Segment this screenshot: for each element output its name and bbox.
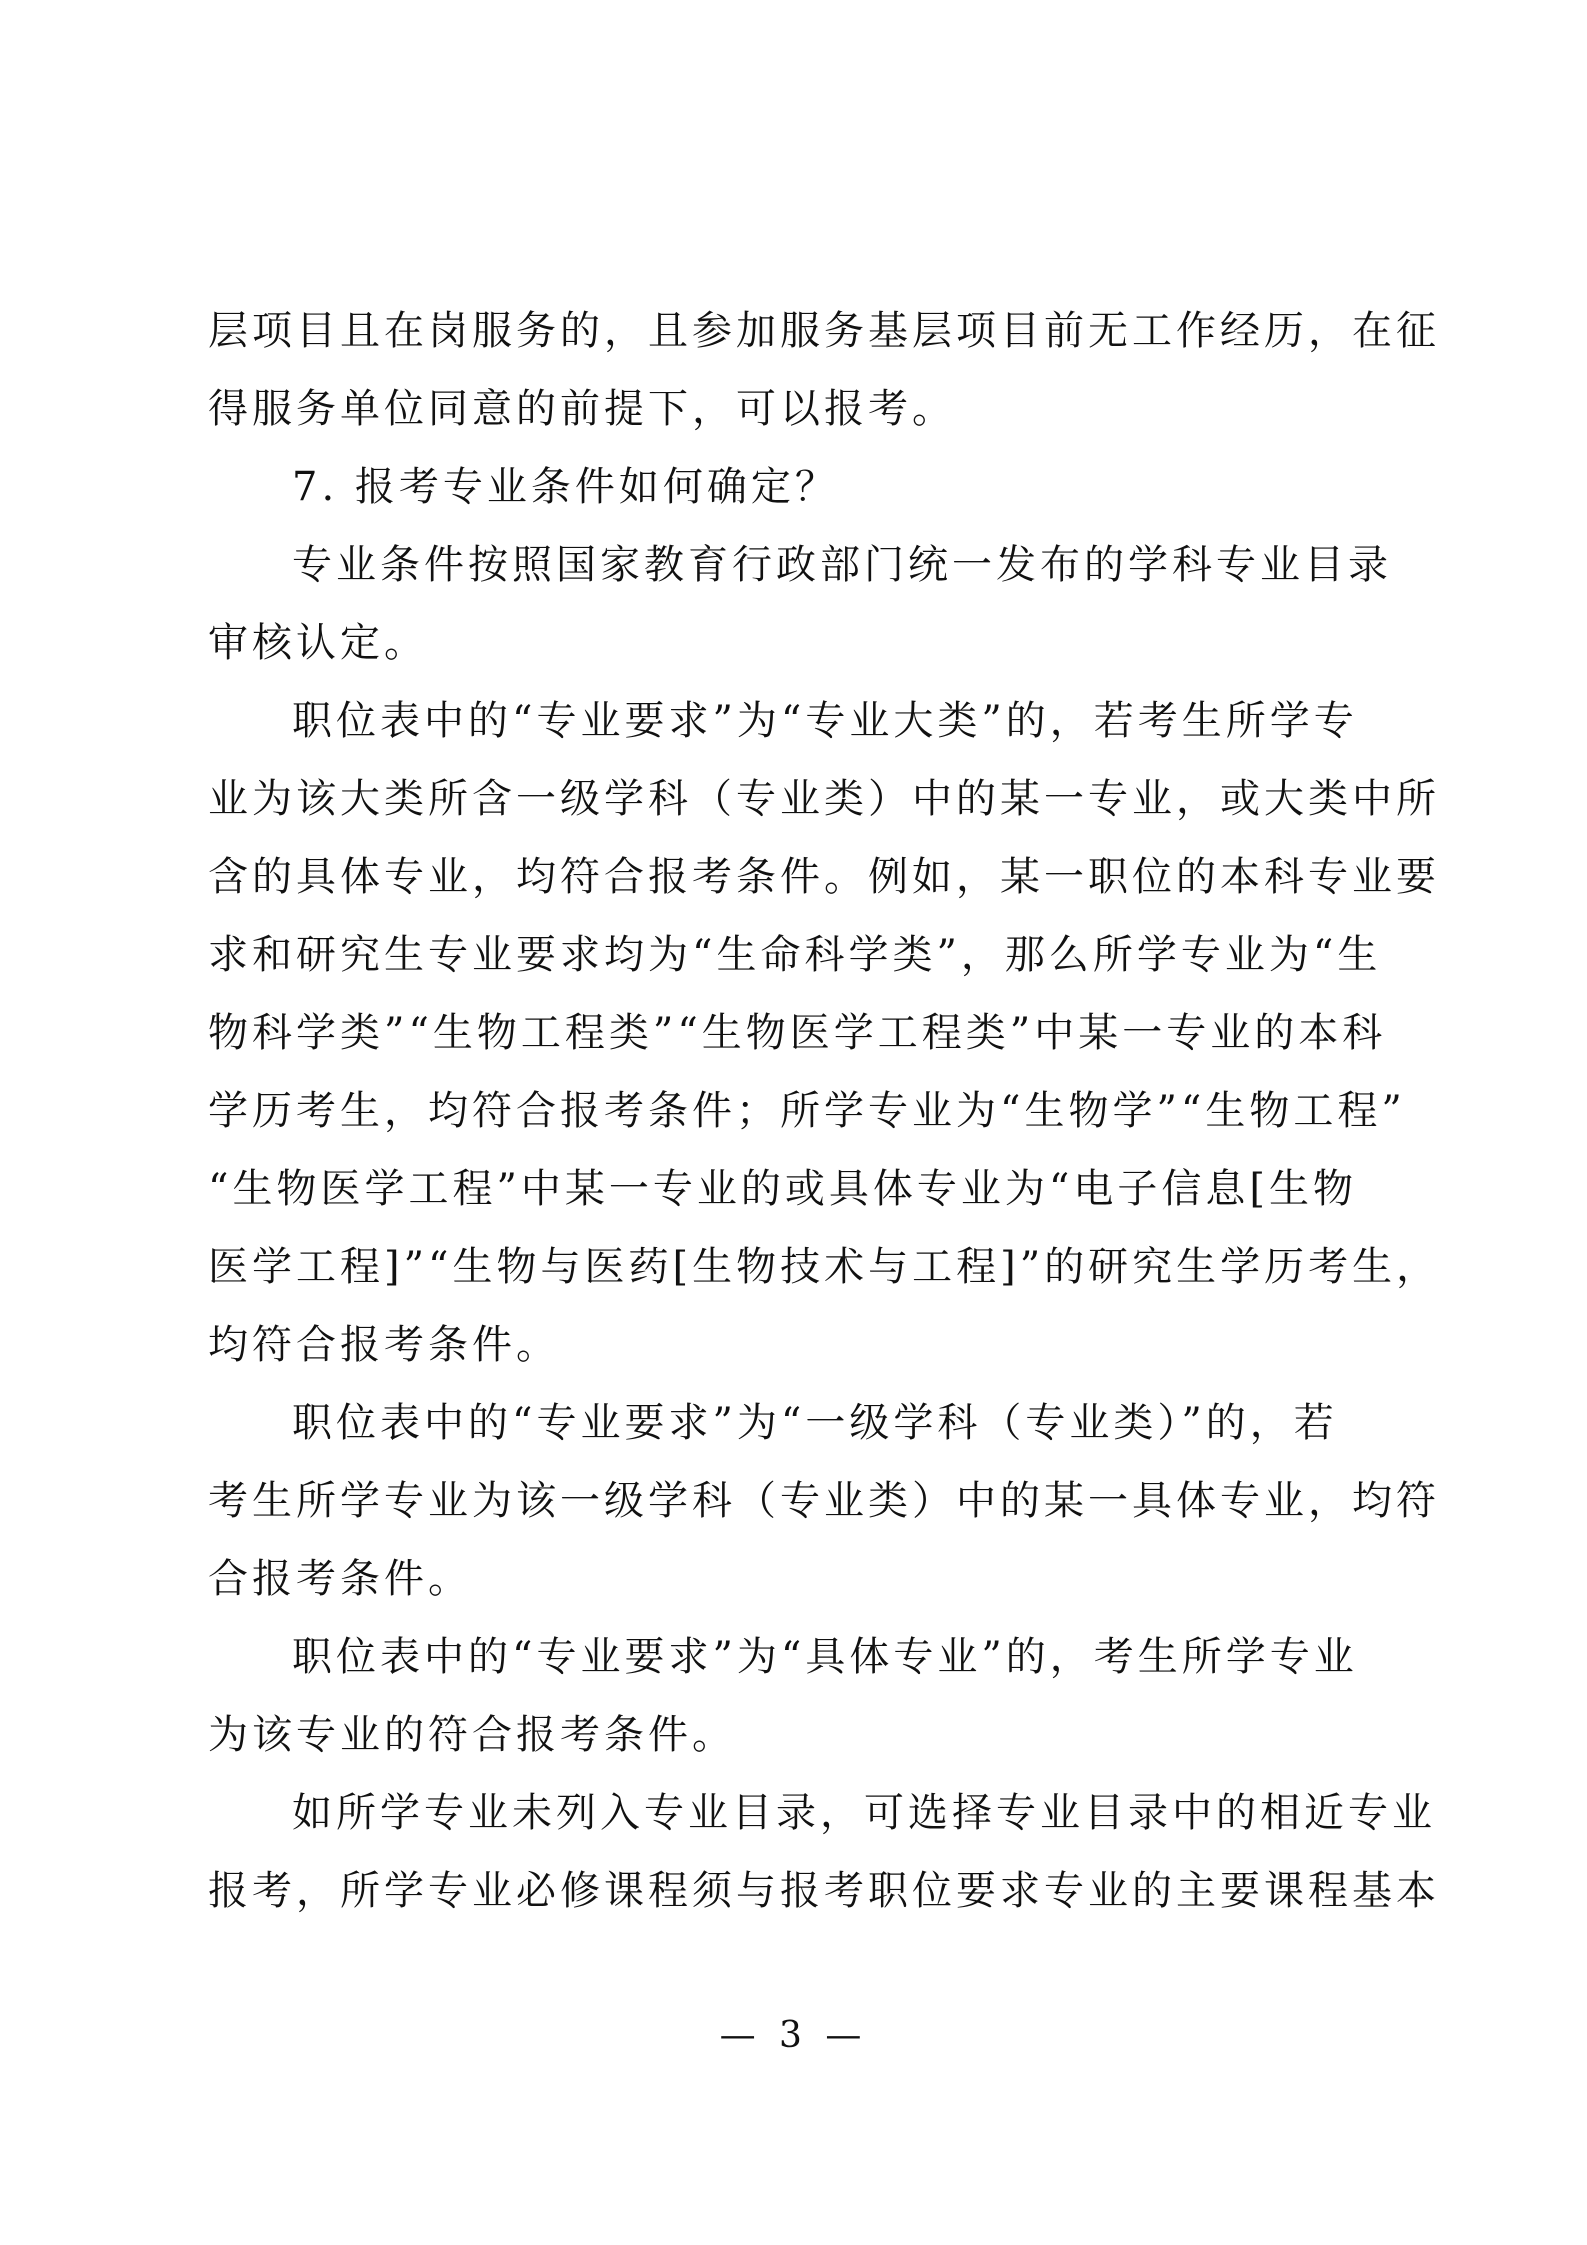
text-line: 物科学类”“生物工程类”“生物医学工程类”中某一专业的本科 [208, 1010, 1387, 1056]
page-number: — 3 — [719, 2015, 868, 2056]
text-line: 医学工程]”“生物与医药[生物技术与工程]”的研究生学历考生， [208, 1244, 1441, 1290]
paragraph-start: 职位表中的“专业要求”为“专业大类”的，若考生所学专 [292, 698, 1358, 744]
text-line: 业为该大类所含一级学科（专业类）中的某一专业，或大类中所 [208, 776, 1440, 822]
paragraph-start: 职位表中的“专业要求”为“具体专业”的，考生所学专业 [292, 1634, 1358, 1680]
text-line: 求和研究生专业要求均为“生命科学类”，那么所学专业为“生 [208, 932, 1382, 978]
text-line: 合报考条件。 [208, 1556, 472, 1602]
paragraph-start: 如所学专业未列入专业目录，可选择专业目录中的相近专业 [292, 1790, 1436, 1836]
text-line: 为该专业的符合报考条件。 [208, 1712, 736, 1758]
text-line: 考生所学专业为该一级学科（专业类）中的某一具体专业，均符 [208, 1478, 1440, 1524]
text-line: 含的具体专业，均符合报考条件。例如，某一职位的本科专业要 [208, 854, 1440, 900]
paragraph-start: 职位表中的“专业要求”为“一级学科（专业类）”的，若 [292, 1400, 1338, 1446]
body-text [208, 292, 1441, 1930]
text-line: 均符合报考条件。 [208, 1322, 560, 1368]
text-line: 得服务单位同意的前提下，可以报考。 [208, 386, 956, 432]
text-line: 报考，所学专业必修课程须与报考职位要求专业的主要课程基本 [208, 1868, 1440, 1914]
paragraph-start: 专业条件按照国家教育行政部门统一发布的学科专业目录 [292, 542, 1392, 588]
question-heading: 7. 报考专业条件如何确定？ [292, 464, 839, 510]
text-line: 学历考生，均符合报考条件；所学专业为“生物学”“生物工程” [208, 1088, 1406, 1134]
text-line: 审核认定。 [208, 620, 428, 666]
text-line: “生物医学工程”中某一专业的或具体专业为“电子信息[生物 [208, 1166, 1357, 1212]
text-line: 层项目且在岗服务的，且参加服务基层项目前无工作经历，在征 [208, 308, 1440, 354]
